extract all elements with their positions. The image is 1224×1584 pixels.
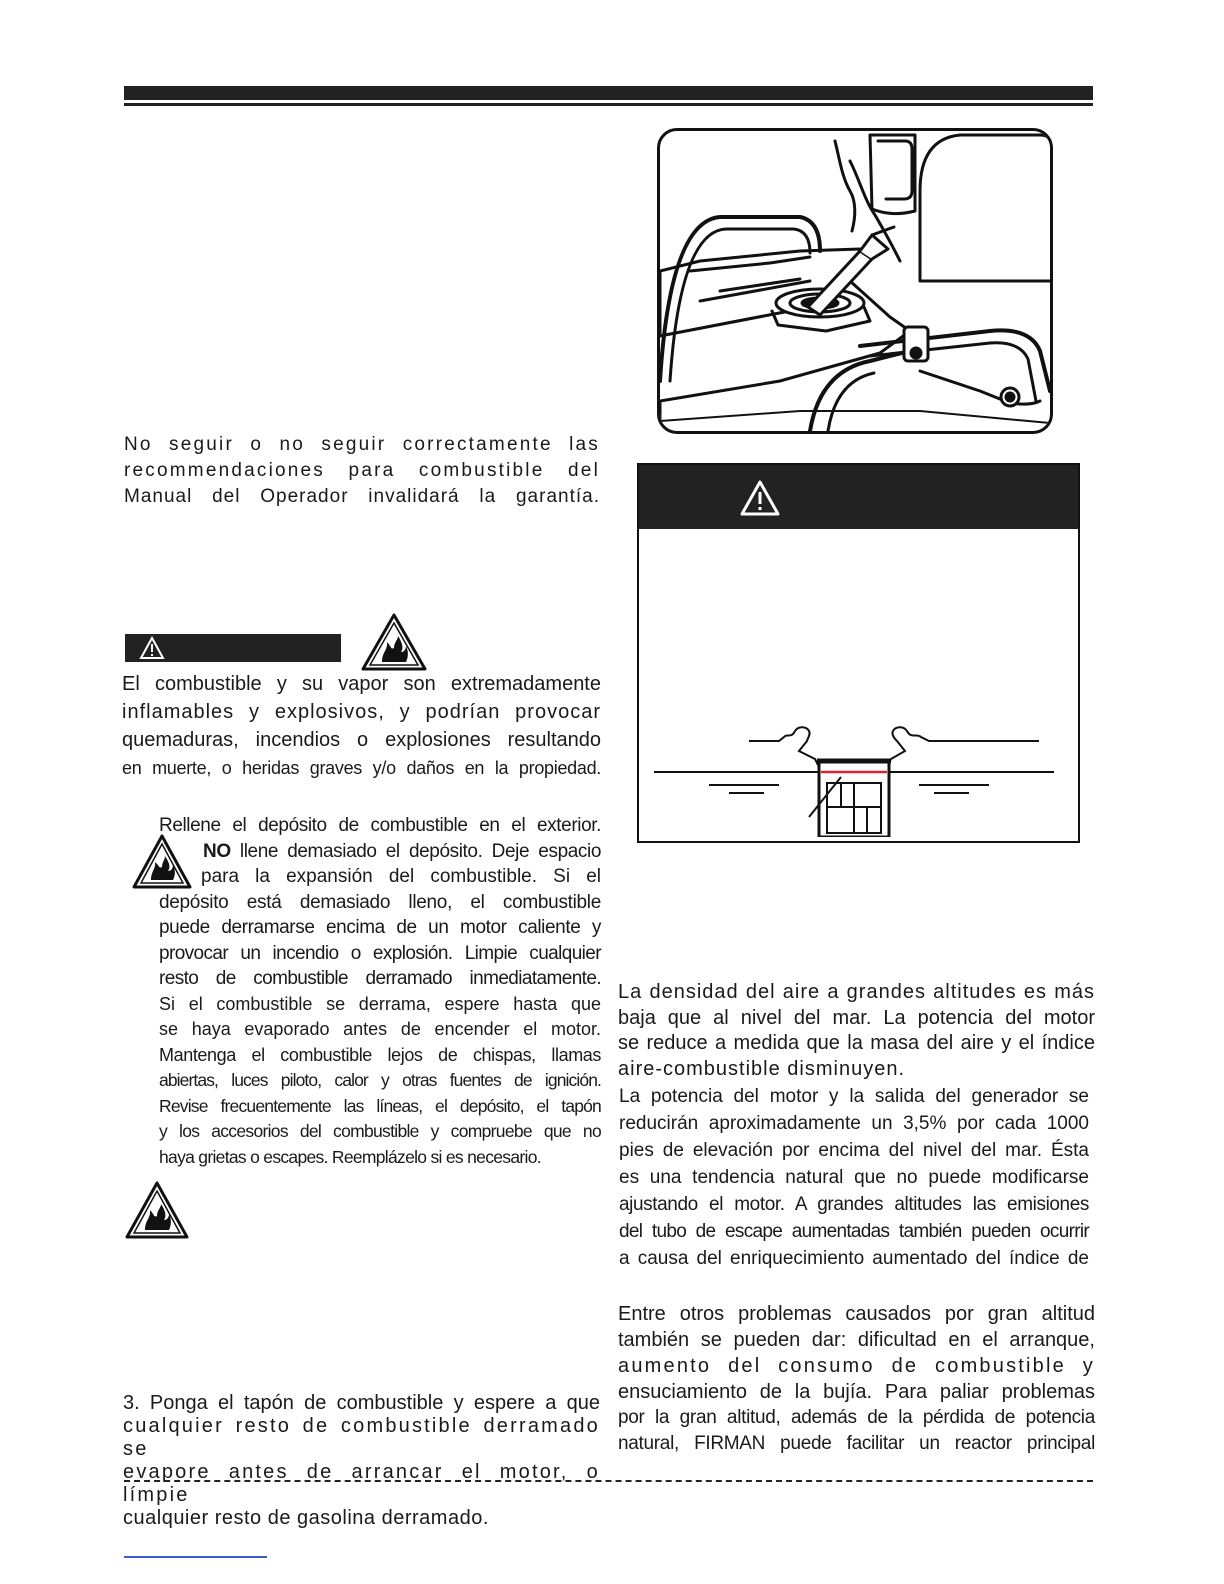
danger-line: quemaduras, incendios o explosiones resultando	[122, 729, 601, 751]
altitude-problems-line: Entre otros problemas causados por gran altitud	[618, 1303, 1095, 1325]
fire-hazard-icon	[360, 612, 428, 672]
step3-line: cualquier resto de gasolina derramado.	[123, 1507, 489, 1529]
altitude-power-line: es una tendencia natural que no puede modificarse	[619, 1167, 1089, 1188]
altitude-power-line: ajustando el motor. A grandes altitudes las emisiones	[619, 1194, 1089, 1215]
altitude-problems-line: también se pueden dar: dificultad en el arranque,	[618, 1329, 1095, 1351]
altitude-problems-line: por la gran altitud, además de la pérdida de potencia	[618, 1407, 1095, 1428]
altitude-power-line: reducirán aproximadamente un 3,5% por cada 1000	[619, 1113, 1089, 1134]
danger-line: en muerte, o heridas graves y/o daños en la propiedad.	[122, 758, 601, 778]
danger-label	[125, 634, 341, 662]
warranty-line: recommendaciones para combustible del	[124, 460, 600, 481]
fuel-level-diagram	[649, 717, 1059, 837]
footer-divider	[124, 1480, 1093, 1482]
altitude-power-line: del tubo de escape aumentadas también pueden ocurrir	[619, 1221, 1089, 1242]
footer-link-underline[interactable]	[124, 1556, 267, 1558]
refuel-line: Revise frecuentemente las líneas, el depósito, el tapón	[159, 1095, 601, 1116]
refuel-line: se haya evaporado antes de encender el motor.	[159, 1019, 601, 1039]
warning-header	[639, 465, 1078, 529]
refuel-line: haya grietas o escapes. Reemplázelo si es necesario.	[159, 1146, 541, 1167]
altitude-problems	[618, 1301, 1095, 1457]
altitude-line: se reduce a medida que la masa del aire y el índice	[618, 1032, 1095, 1054]
header-bar-rule	[124, 103, 1093, 106]
altitude-problems-line: ensuciamiento de la bujía. Para paliar problemas	[618, 1381, 1095, 1403]
header-bar	[124, 86, 1093, 100]
fuel-warranty-note	[124, 432, 600, 510]
altitude-problems-line: aumento del consumo de combustible y	[618, 1355, 1095, 1377]
step3-line: 3. Ponga el tapón de combustible y espere a que	[123, 1392, 600, 1414]
step3-line: cualquier resto de combustible derramado se	[123, 1415, 600, 1460]
warning-triangle-icon	[137, 634, 167, 662]
altitude-line: aire-combustible disminuyen.	[618, 1057, 906, 1080]
altitude-power	[619, 1083, 1089, 1272]
refuel-line: provocar un incendio o explosión. Limpie cualquier	[159, 942, 601, 964]
warning-triangle-icon	[739, 479, 781, 517]
warranty-line: Manual del Operador invalidará la garantía.	[124, 486, 600, 507]
danger-text	[122, 670, 601, 782]
danger-line: El combustible y su vapor son extremadamente	[122, 673, 601, 695]
altitude-problems-line: natural, FIRMAN puede facilitar un reactor principal	[618, 1433, 1095, 1454]
altitude-line: baja que al nivel del mar. La potencia del motor	[618, 1006, 1095, 1029]
altitude-power-line: pies de elevación por encima del nivel del mar. Ésta	[619, 1140, 1089, 1161]
refuel-line: Rellene el depósito de combustible en el exterior.	[159, 815, 601, 836]
danger-line: inflamables y explosivos, y podrían provocar	[122, 701, 601, 723]
refuel-line: abiertas, luces piloto, calor y otras fuentes de ignición.	[159, 1070, 601, 1090]
refueling-tank-illustration	[657, 128, 1053, 434]
refuel-line: depósito está demasiado lleno, el combustible	[159, 891, 601, 913]
refuel-line	[159, 839, 601, 865]
fire-hazard-icon	[124, 1180, 190, 1240]
warranty-line: No seguir o no seguir correctamente las	[124, 434, 600, 455]
refuel-line: Si el combustible se derrama, espere hasta que	[159, 993, 601, 1014]
step-3	[123, 1392, 600, 1530]
altitude-line: La densidad del aire a grandes altitudes es más	[618, 981, 1095, 1003]
refuel-line: para la expansión del combustible. Si el	[201, 866, 601, 887]
refuel-line-rest: llene demasiado el depósito. Deje espacio	[230, 840, 601, 862]
altitude-power-line: La potencia del motor y la salida del generador se	[619, 1086, 1089, 1107]
altitude-intro	[618, 980, 1095, 1082]
refuel-line: puede derramarse encima de un motor caliente y	[159, 917, 601, 938]
refuel-line: Mantenga el combustible lejos de chispas, llamas	[159, 1044, 601, 1065]
step3-line: evapore antes de arrancar el motor, o límpie	[123, 1461, 600, 1506]
refuel-instructions	[159, 813, 601, 1170]
warning-box	[637, 463, 1080, 843]
altitude-power-line: a causa del enriquecimiento aumentado del índice de	[619, 1248, 1089, 1269]
refuel-line: resto de combustible derramado inmediatamente.	[159, 968, 601, 989]
refuel-line: y los accesorios del combustible y compruebe que no	[159, 1121, 601, 1141]
no-emphasis: NO	[203, 840, 231, 862]
